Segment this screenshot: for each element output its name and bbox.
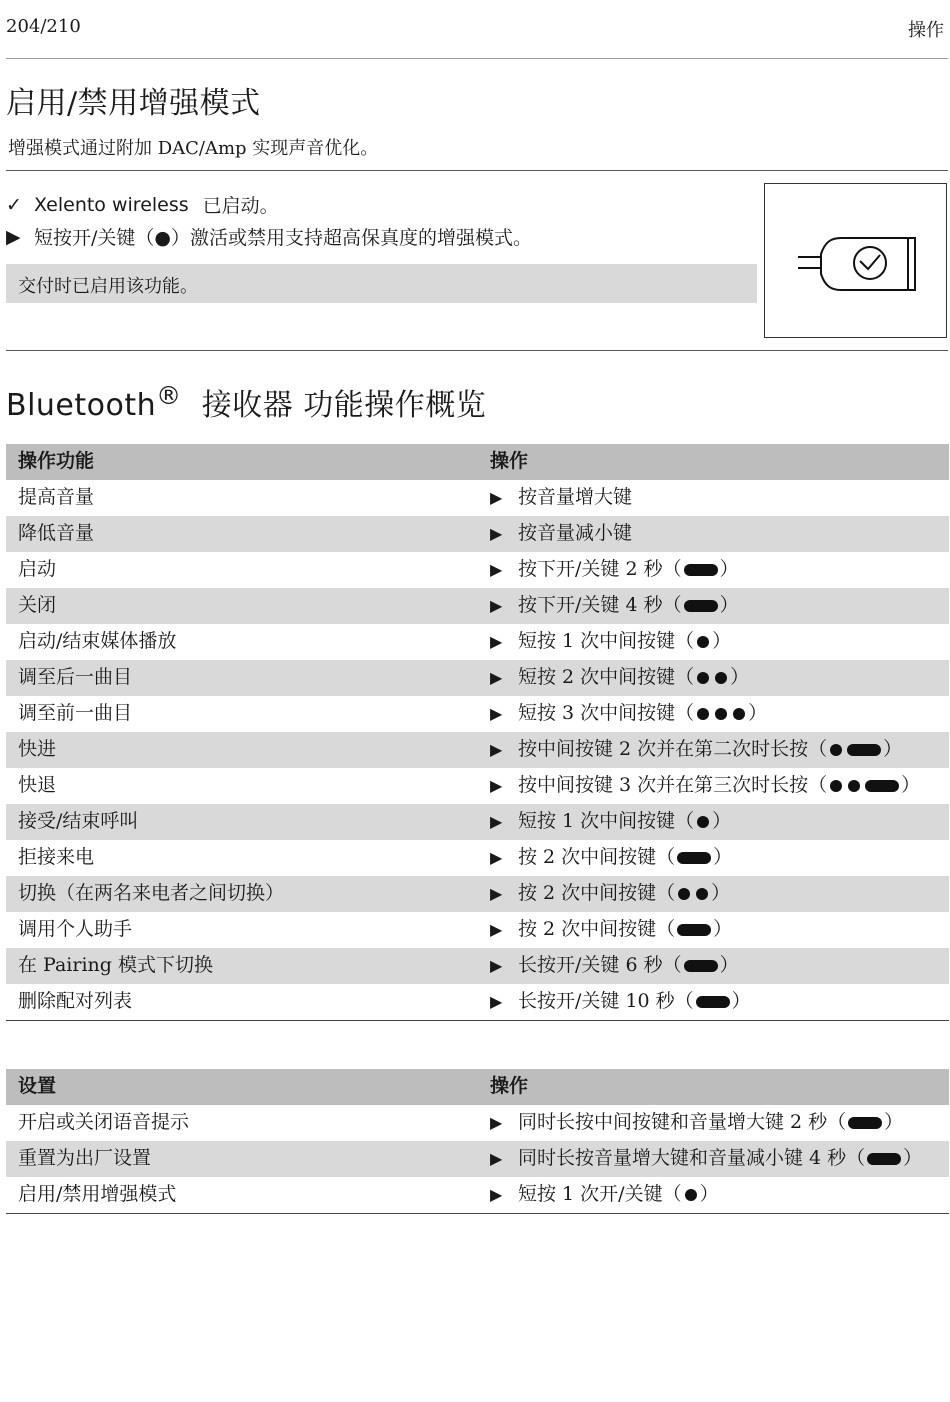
- close-paren: ）: [719, 558, 739, 580]
- operation-text: 按 2 次中间按键（: [518, 846, 676, 868]
- triangle-bullet-icon: ▶: [490, 488, 503, 507]
- settings-table: [6, 1069, 949, 1214]
- function-cell: 提高音量: [18, 486, 95, 508]
- triangle-bullet-icon: ▶: [490, 632, 503, 651]
- triangle-bullet-icon: ▶: [490, 920, 503, 939]
- table-row: [6, 1141, 949, 1177]
- triangle-bullet-icon: ▶: [490, 956, 503, 975]
- operation-cell: [476, 1105, 949, 1141]
- operation-cell: [476, 660, 949, 696]
- triangle-bullet-icon: ▶: [490, 1113, 503, 1132]
- short-press-icon: [678, 888, 690, 900]
- close-paren: ）: [713, 846, 733, 868]
- function-cell: 调用个人助手: [18, 918, 133, 940]
- close-paren: ）: [731, 990, 751, 1012]
- table-row: [6, 984, 949, 1021]
- short-press-icon: [715, 672, 727, 684]
- short-press-icon: [715, 708, 727, 720]
- function-cell: 调至前一曲目: [18, 702, 133, 724]
- step-text: 短按开/关键（●）激活或禁用支持超高保真度的增强模式。: [34, 227, 532, 249]
- table-row: [6, 1177, 949, 1214]
- triangle-bullet-icon: ▶: [490, 884, 503, 903]
- function-cell: 启用/禁用增强模式: [18, 1183, 177, 1205]
- divider: [6, 350, 948, 351]
- function-cell: 启动: [18, 558, 57, 580]
- title-rest: 接收器 功能操作概览: [201, 388, 487, 423]
- operation-text: 同时长按音量增大键和音量减小键 4 秒（: [518, 1147, 866, 1169]
- device-illustration-svg: [765, 184, 946, 337]
- function-cell: 切换（在两名来电者之间切换）: [6, 876, 476, 912]
- section-title-overview: [6, 380, 486, 424]
- long-press-icon: [684, 960, 718, 972]
- close-paren: ）: [712, 810, 732, 832]
- operation-cell: [476, 768, 949, 804]
- table-header-row: [6, 1069, 949, 1105]
- short-press-icon: [830, 744, 842, 756]
- close-paren: ）: [699, 1183, 719, 1205]
- table-row: [6, 480, 949, 516]
- operation-text: 短按 3 次中间按键（: [518, 702, 695, 724]
- long-press-icon: [865, 780, 899, 792]
- col-header-setting: 设置: [6, 1069, 476, 1105]
- operation-cell: [476, 840, 949, 876]
- operation-text: 短按 1 次开/关键（: [518, 1183, 682, 1205]
- table-row: [6, 912, 949, 948]
- operation-cell: [476, 516, 949, 552]
- operation-cell: [476, 984, 949, 1021]
- short-press-icon: [696, 888, 708, 900]
- long-press-icon: [677, 924, 711, 936]
- triangle-bullet-icon: ▶: [6, 225, 21, 248]
- table-row: [6, 768, 949, 804]
- table-row: [6, 804, 949, 840]
- triangle-bullet-icon: ▶: [490, 776, 503, 795]
- table-header-row: [6, 444, 949, 480]
- bluetooth-brand: Bluetooth: [6, 388, 157, 423]
- long-press-icon: [696, 996, 730, 1008]
- operation-cell: [476, 912, 949, 948]
- operation-text: 按下开/关键 4 秒（: [518, 594, 682, 616]
- intro-text: 增强模式通过附加 DAC/Amp 实现声音优化。: [8, 138, 379, 159]
- close-paren: ）: [884, 1111, 904, 1133]
- close-paren: ）: [903, 1147, 923, 1169]
- col-header-function: 操作功能: [6, 444, 476, 480]
- triangle-bullet-icon: ▶: [490, 524, 503, 543]
- step-line: [6, 223, 532, 250]
- function-cell: 降低音量: [6, 516, 476, 552]
- close-paren: ）: [730, 666, 750, 688]
- operation-text: 长按开/关键 10 秒（: [518, 990, 694, 1012]
- function-cell: 在 Pairing 模式下切换: [6, 948, 476, 984]
- function-cell: 快退: [18, 774, 57, 796]
- close-paren: ）: [712, 630, 732, 652]
- operation-text: 按中间按键 2 次并在第二次时长按（: [518, 738, 828, 760]
- triangle-bullet-icon: ▶: [490, 740, 503, 759]
- operation-cell: [476, 876, 949, 912]
- operation-text: 同时长按中间按键和音量增大键 2 秒（: [518, 1111, 847, 1133]
- close-paren: ）: [748, 702, 768, 724]
- close-paren: ）: [713, 918, 733, 940]
- operation-text: 按音量增大键: [518, 486, 633, 508]
- page-number: 204/210: [6, 16, 81, 37]
- short-press-icon: [848, 780, 860, 792]
- operation-text: 长按开/关键 6 秒（: [518, 954, 682, 976]
- checkmark-icon: ✓: [6, 193, 22, 216]
- operation-cell: [476, 1141, 949, 1177]
- table-row: [6, 588, 949, 624]
- device-button-illustration: [764, 183, 947, 338]
- operation-text: 短按 1 次中间按键（: [518, 630, 695, 652]
- close-paren: ）: [719, 594, 739, 616]
- long-press-icon: [848, 1117, 882, 1129]
- page-header: [6, 14, 946, 44]
- short-press-icon: [685, 1189, 697, 1201]
- long-press-icon: [677, 852, 711, 864]
- registered-mark: ®: [156, 381, 182, 410]
- function-cell: 拒接来电: [18, 846, 95, 868]
- close-paren: ）: [711, 882, 731, 904]
- table-row: [6, 840, 949, 876]
- operation-text: 按中间按键 3 次并在第三次时长按（: [518, 774, 828, 796]
- function-cell: 快进: [6, 732, 476, 768]
- col-header-operation: 操作: [476, 1069, 949, 1105]
- function-cell: 删除配对列表: [18, 990, 133, 1012]
- function-cell: 开启或关闭语音提示: [18, 1111, 190, 1133]
- table-row: [6, 696, 949, 732]
- long-press-icon: [684, 600, 718, 612]
- operation-cell: [476, 732, 949, 768]
- short-press-icon: [697, 636, 709, 648]
- short-press-icon: [697, 672, 709, 684]
- check-suffix: 已启动。: [202, 195, 279, 217]
- function-cell: 重置为出厂设置: [6, 1141, 476, 1177]
- table-row: [6, 660, 949, 696]
- long-press-icon: [847, 744, 881, 756]
- operation-cell: [476, 552, 949, 588]
- operation-cell: [476, 804, 949, 840]
- section-title-enhanced-mode: 启用/禁用增强模式: [6, 86, 261, 121]
- table-row: [6, 516, 949, 552]
- close-paren: ）: [719, 954, 739, 976]
- triangle-bullet-icon: ▶: [490, 1185, 503, 1204]
- table-row: [6, 1105, 949, 1141]
- operation-text: 短按 1 次中间按键（: [518, 810, 695, 832]
- operation-cell: [476, 948, 949, 984]
- divider: [6, 58, 948, 59]
- note-text: 交付时已启用该功能。: [18, 276, 198, 297]
- operation-cell: [476, 1177, 949, 1214]
- table-row: [6, 732, 949, 768]
- triangle-bullet-icon: ▶: [490, 668, 503, 687]
- close-paren: ）: [883, 738, 903, 760]
- operation-text: 短按 2 次中间按键（: [518, 666, 695, 688]
- triangle-bullet-icon: ▶: [490, 596, 503, 615]
- short-press-icon: [733, 708, 745, 720]
- triangle-bullet-icon: ▶: [490, 560, 503, 579]
- operation-cell: [476, 588, 949, 624]
- triangle-bullet-icon: ▶: [490, 848, 503, 867]
- table-row: [6, 624, 949, 660]
- table-row: [6, 552, 949, 588]
- operation-cell: [476, 624, 949, 660]
- operation-text: 按 2 次中间按键（: [518, 918, 676, 940]
- close-paren: ）: [901, 774, 921, 796]
- long-press-icon: [684, 564, 718, 576]
- operation-cell: [476, 480, 949, 516]
- section-name: 操作: [908, 20, 944, 41]
- triangle-bullet-icon: ▶: [490, 992, 503, 1011]
- function-cell: 接受/结束呼叫: [6, 804, 476, 840]
- operation-text: 按下开/关键 2 秒（: [518, 558, 682, 580]
- check-line: [6, 191, 279, 218]
- function-table: [6, 444, 949, 1021]
- operation-text: 按音量减小键: [518, 522, 633, 544]
- product-name: Xelento wireless: [34, 193, 189, 216]
- table-row: [6, 948, 949, 984]
- triangle-bullet-icon: ▶: [490, 812, 503, 831]
- triangle-bullet-icon: ▶: [490, 1149, 503, 1168]
- short-press-icon: [697, 816, 709, 828]
- col-header-operation: 操作: [476, 444, 949, 480]
- note-box: [6, 264, 757, 303]
- table-row: [6, 876, 949, 912]
- divider: [6, 170, 948, 171]
- triangle-bullet-icon: ▶: [490, 704, 503, 723]
- operation-cell: [476, 696, 949, 732]
- function-cell: 调至后一曲目: [6, 660, 476, 696]
- function-cell: 关闭: [6, 588, 476, 624]
- short-press-icon: [697, 708, 709, 720]
- long-press-icon: [867, 1153, 901, 1165]
- operation-text: 按 2 次中间按键（: [518, 882, 676, 904]
- function-cell: 启动/结束媒体播放: [18, 630, 177, 652]
- short-press-icon: [830, 780, 842, 792]
